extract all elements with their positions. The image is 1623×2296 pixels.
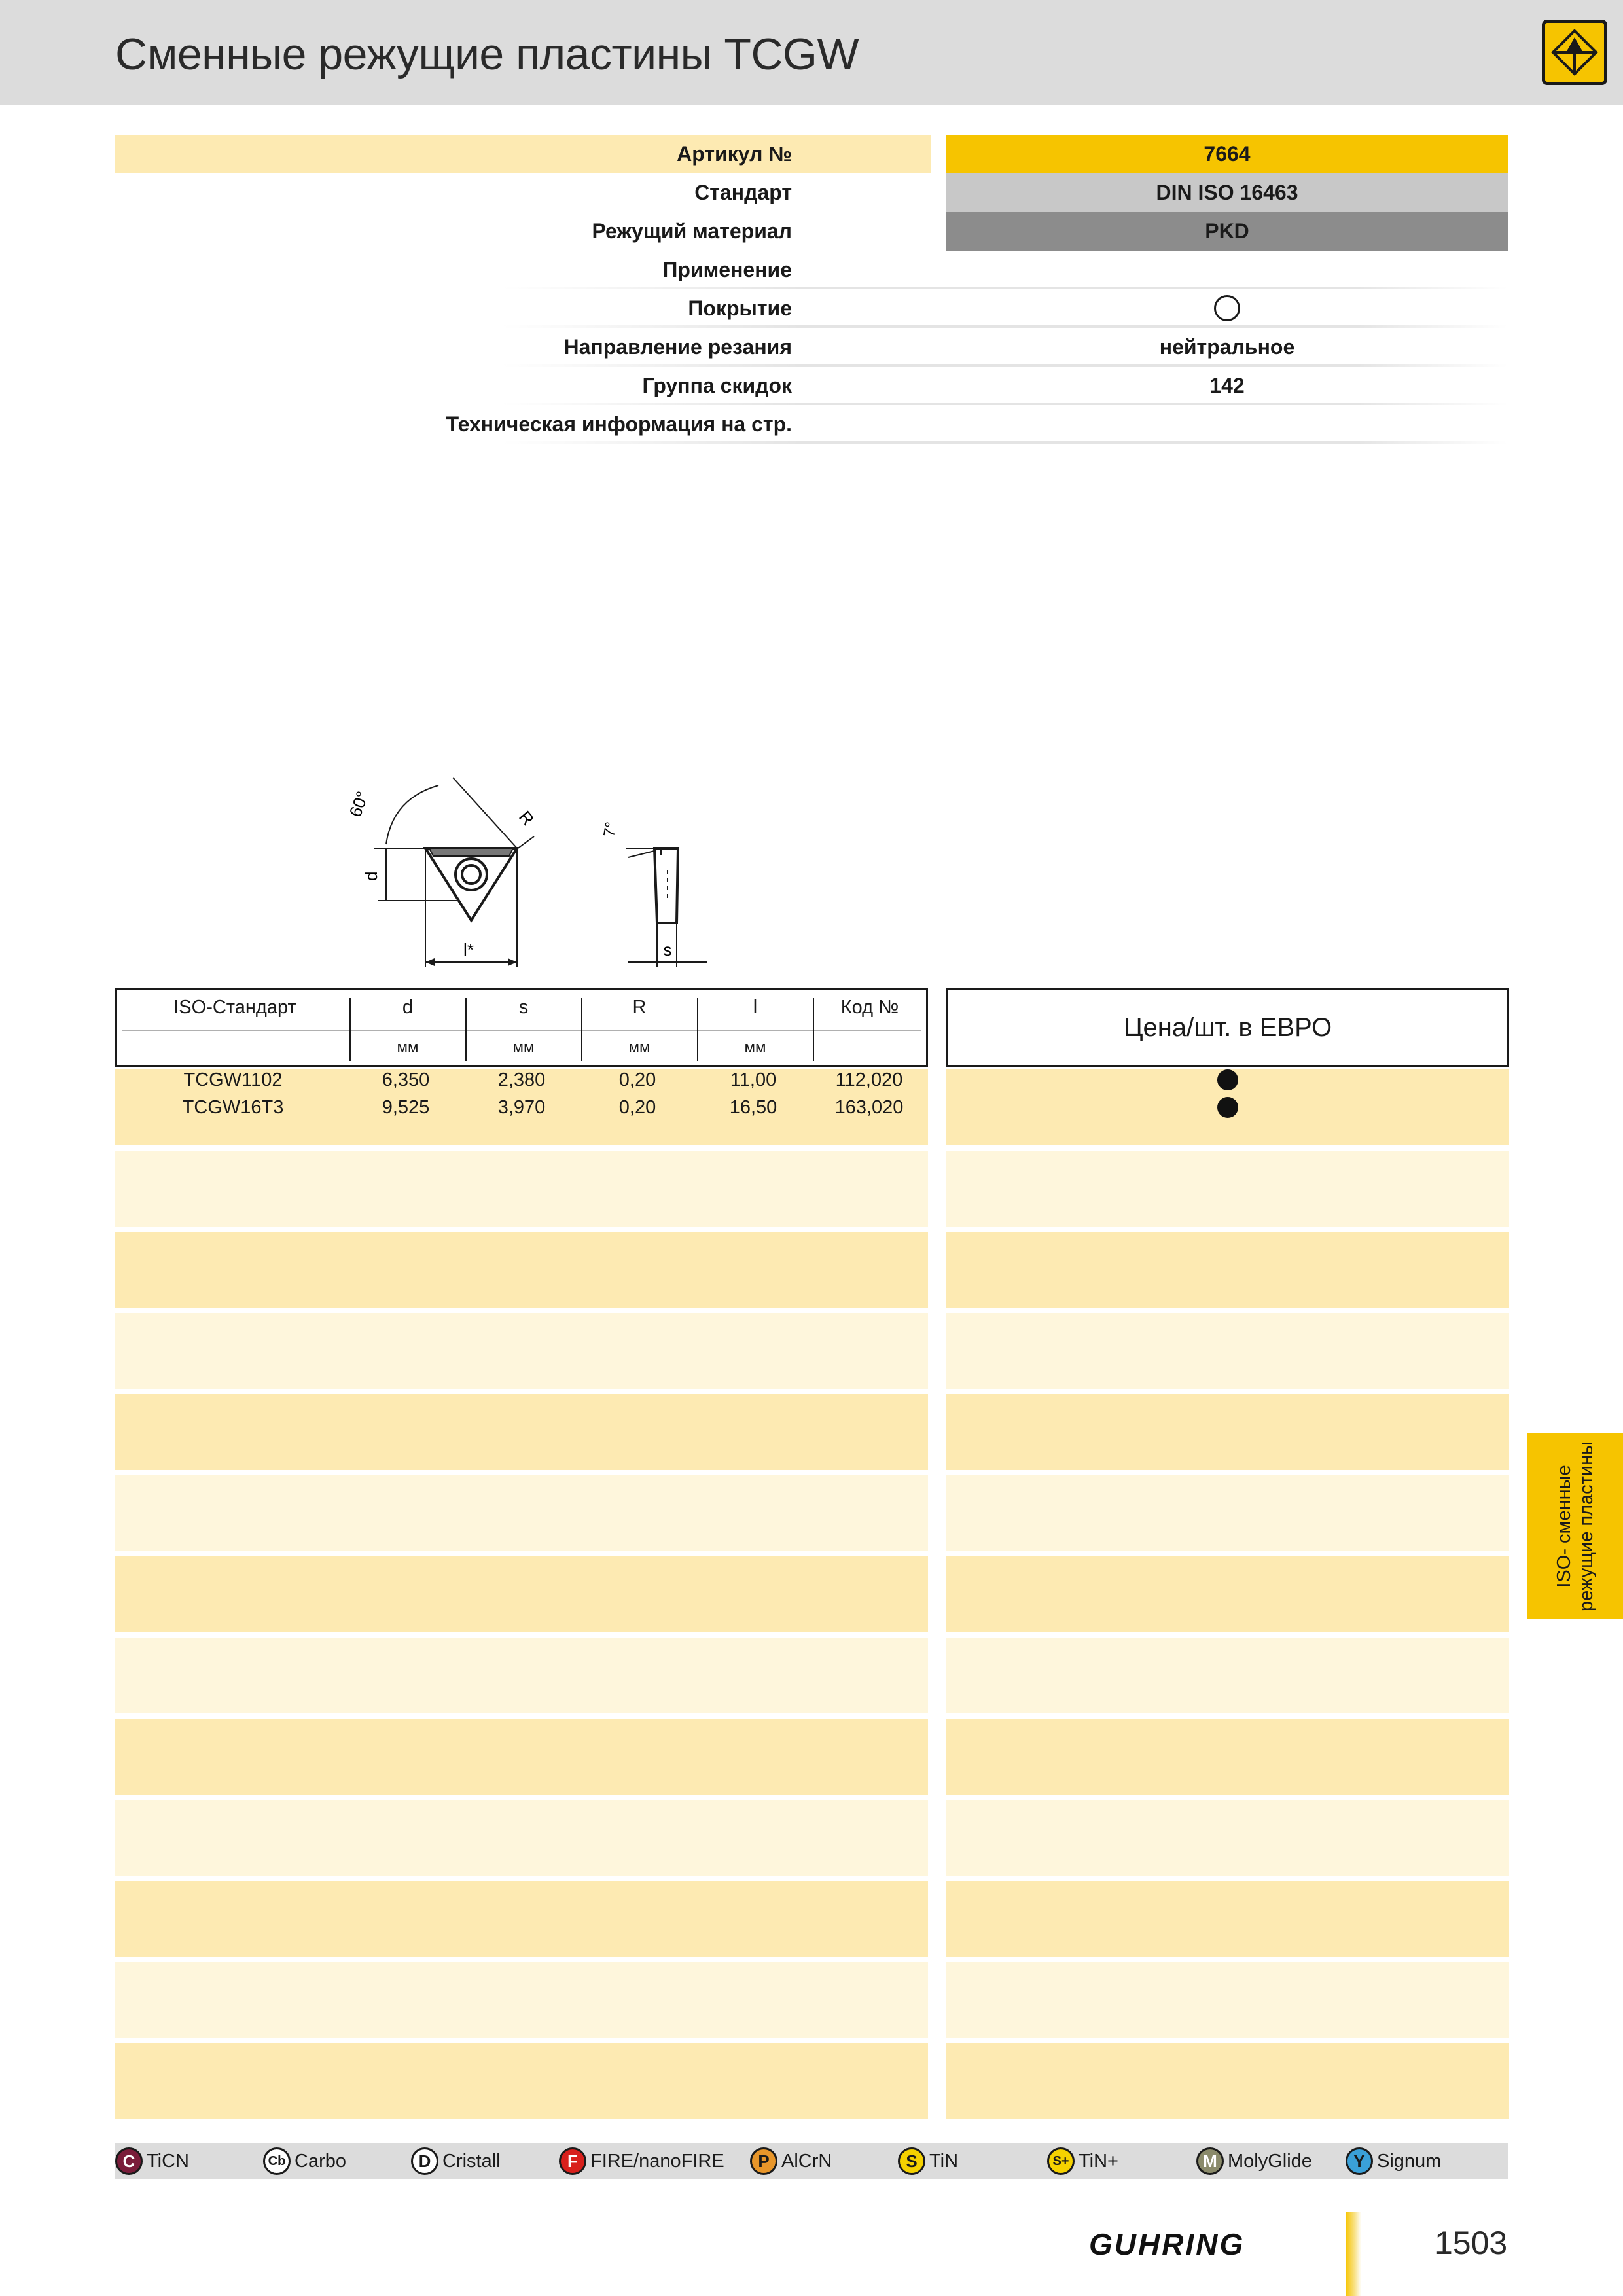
coating-badge-icon: D bbox=[411, 2147, 438, 2175]
coating-badge-icon: C bbox=[115, 2147, 143, 2175]
legend-label: Signum bbox=[1377, 2150, 1442, 2172]
legend-item bbox=[1346, 2147, 1441, 2176]
price-band bbox=[946, 1881, 1509, 1957]
page-title: Сменные режущие пластины TCGW bbox=[115, 29, 859, 79]
spec-value: 7664 bbox=[1204, 142, 1251, 166]
guhring-emblem-icon bbox=[1542, 20, 1607, 85]
cell-code: 112,020 bbox=[835, 1069, 903, 1090]
spec-row-tech-info bbox=[115, 405, 1508, 444]
legend-label: MolyGlide bbox=[1228, 2150, 1312, 2172]
angle-60-label: 60° bbox=[345, 788, 373, 820]
price-band bbox=[946, 1394, 1509, 1470]
table-band bbox=[115, 1556, 928, 1632]
availability-dot-icon bbox=[1217, 1097, 1238, 1118]
column-header-iso: ISO-Стандарт bbox=[173, 997, 296, 1018]
availability-dot-icon bbox=[1217, 1069, 1238, 1090]
legend-label: Cristall bbox=[442, 2150, 501, 2172]
price-band bbox=[946, 2043, 1509, 2119]
spec-label: Группа скидок bbox=[642, 374, 792, 397]
cell-d: 9,525 bbox=[382, 1097, 430, 1118]
table-band bbox=[115, 1962, 928, 2038]
unit-r: мм bbox=[628, 1039, 651, 1056]
cell-r: 0,20 bbox=[618, 1069, 656, 1090]
table-band bbox=[115, 1151, 928, 1227]
thickness-label: s bbox=[663, 940, 672, 960]
section-side-tab[interactable] bbox=[1527, 1433, 1623, 1619]
column-header-r: R bbox=[632, 997, 647, 1018]
price-band bbox=[946, 1151, 1509, 1227]
spec-row-discount-group bbox=[115, 367, 1508, 405]
column-header-d: d bbox=[402, 997, 414, 1018]
length-label: l* bbox=[463, 940, 474, 960]
price-band bbox=[946, 1638, 1509, 1713]
price-band bbox=[946, 1475, 1509, 1551]
spec-row-standard bbox=[115, 173, 1508, 212]
coating-badge-icon: M bbox=[1196, 2147, 1224, 2175]
legend-item bbox=[1196, 2147, 1312, 2176]
spec-label: Артикул № bbox=[677, 142, 792, 166]
uncoated-circle-icon bbox=[1214, 295, 1240, 321]
coating-badge-icon: S+ bbox=[1047, 2147, 1075, 2175]
table-band bbox=[115, 2043, 928, 2119]
legend-item bbox=[1047, 2147, 1118, 2176]
spec-row-direction bbox=[115, 328, 1508, 367]
coating-badge-icon: S bbox=[898, 2147, 925, 2175]
coating-badge-icon: Cb bbox=[263, 2147, 291, 2175]
cell-d: 6,350 bbox=[382, 1069, 430, 1090]
legend-label: FIRE/nanoFIRE bbox=[590, 2150, 724, 2172]
insert-technical-drawing bbox=[301, 759, 720, 975]
price-band bbox=[946, 1800, 1509, 1876]
table-band bbox=[115, 1638, 928, 1713]
spec-row-material bbox=[115, 212, 1508, 251]
price-band bbox=[946, 1556, 1509, 1632]
table-band bbox=[115, 1881, 928, 1957]
cell-r: 0,20 bbox=[618, 1097, 656, 1118]
spec-value bbox=[946, 405, 1508, 444]
spec-value: 142 bbox=[1209, 374, 1245, 397]
coating-badge-icon: Y bbox=[1346, 2147, 1373, 2175]
legend-label: TiCN bbox=[147, 2150, 189, 2172]
cell-l: 16,50 bbox=[729, 1097, 777, 1118]
diameter-label: d bbox=[361, 871, 381, 881]
legend-item bbox=[115, 2147, 189, 2176]
spec-label: Применение bbox=[662, 258, 792, 281]
price-column-header: Цена/шт. в ЕВРО bbox=[946, 988, 1509, 1067]
cell-s: 3,970 bbox=[497, 1097, 546, 1118]
spec-label: Направление резания bbox=[563, 335, 792, 359]
unit-l: мм bbox=[744, 1039, 766, 1056]
spec-value: нейтральное bbox=[1159, 335, 1295, 359]
cell-l: 11,00 bbox=[730, 1069, 777, 1090]
spec-label: Техническая информация на стр. bbox=[446, 412, 792, 436]
legend-label: Carbo bbox=[294, 2150, 346, 2172]
brand-logo: GUHRING bbox=[1089, 2227, 1245, 2261]
cell-iso: TCGW1102 bbox=[183, 1069, 283, 1090]
coating-badge-icon: F bbox=[559, 2147, 586, 2175]
page-header bbox=[0, 0, 1623, 105]
clearance-angle-label: 7° bbox=[600, 820, 620, 839]
cell-s: 2,380 bbox=[497, 1069, 546, 1090]
radius-label: R bbox=[514, 806, 539, 829]
legend-item bbox=[750, 2147, 832, 2176]
spec-row-article bbox=[115, 135, 1508, 173]
table-band bbox=[115, 1394, 928, 1470]
price-band bbox=[946, 1232, 1509, 1308]
unit-s: мм bbox=[512, 1039, 535, 1056]
spec-label: Режущий материал bbox=[592, 219, 792, 243]
column-header-l: l bbox=[753, 997, 758, 1018]
legend-label: AlCrN bbox=[781, 2150, 832, 2172]
legend-item bbox=[559, 2147, 724, 2176]
spec-row-coating bbox=[115, 289, 1508, 328]
column-header-s: s bbox=[518, 997, 529, 1018]
spec-value: PKD bbox=[1205, 219, 1249, 243]
footer-accent-bar bbox=[1346, 2212, 1361, 2296]
legend-item bbox=[898, 2147, 958, 2176]
legend-item bbox=[411, 2147, 501, 2176]
cell-code: 163,020 bbox=[834, 1097, 904, 1118]
table-band bbox=[115, 1313, 928, 1389]
spec-value bbox=[946, 251, 1508, 289]
spec-value bbox=[946, 289, 1508, 328]
price-band bbox=[946, 1719, 1509, 1795]
side-tab-label: ISO- сменные режущие пластины bbox=[1554, 1441, 1597, 1611]
table-band bbox=[115, 1232, 928, 1308]
coating-legend bbox=[115, 2143, 1508, 2179]
spec-value: DIN ISO 16463 bbox=[1156, 181, 1298, 204]
cell-iso: TCGW16T3 bbox=[182, 1097, 284, 1118]
legend-item bbox=[263, 2147, 346, 2176]
price-band bbox=[946, 1962, 1509, 2038]
legend-label: TiN+ bbox=[1079, 2150, 1118, 2172]
spec-label: Покрытие bbox=[688, 296, 792, 320]
column-header-code: Код № bbox=[840, 997, 899, 1018]
coating-badge-icon: P bbox=[750, 2147, 777, 2175]
legend-label: TiN bbox=[929, 2150, 959, 2172]
table-band bbox=[115, 1475, 928, 1551]
spec-label: Стандарт bbox=[694, 181, 792, 204]
unit-d: мм bbox=[397, 1039, 419, 1056]
price-band bbox=[946, 1313, 1509, 1389]
spec-row-application bbox=[115, 251, 1508, 289]
data-table-header bbox=[115, 988, 928, 1067]
table-band bbox=[115, 1800, 928, 1876]
page-number: 1503 bbox=[1435, 2225, 1508, 2261]
table-band bbox=[115, 1719, 928, 1795]
